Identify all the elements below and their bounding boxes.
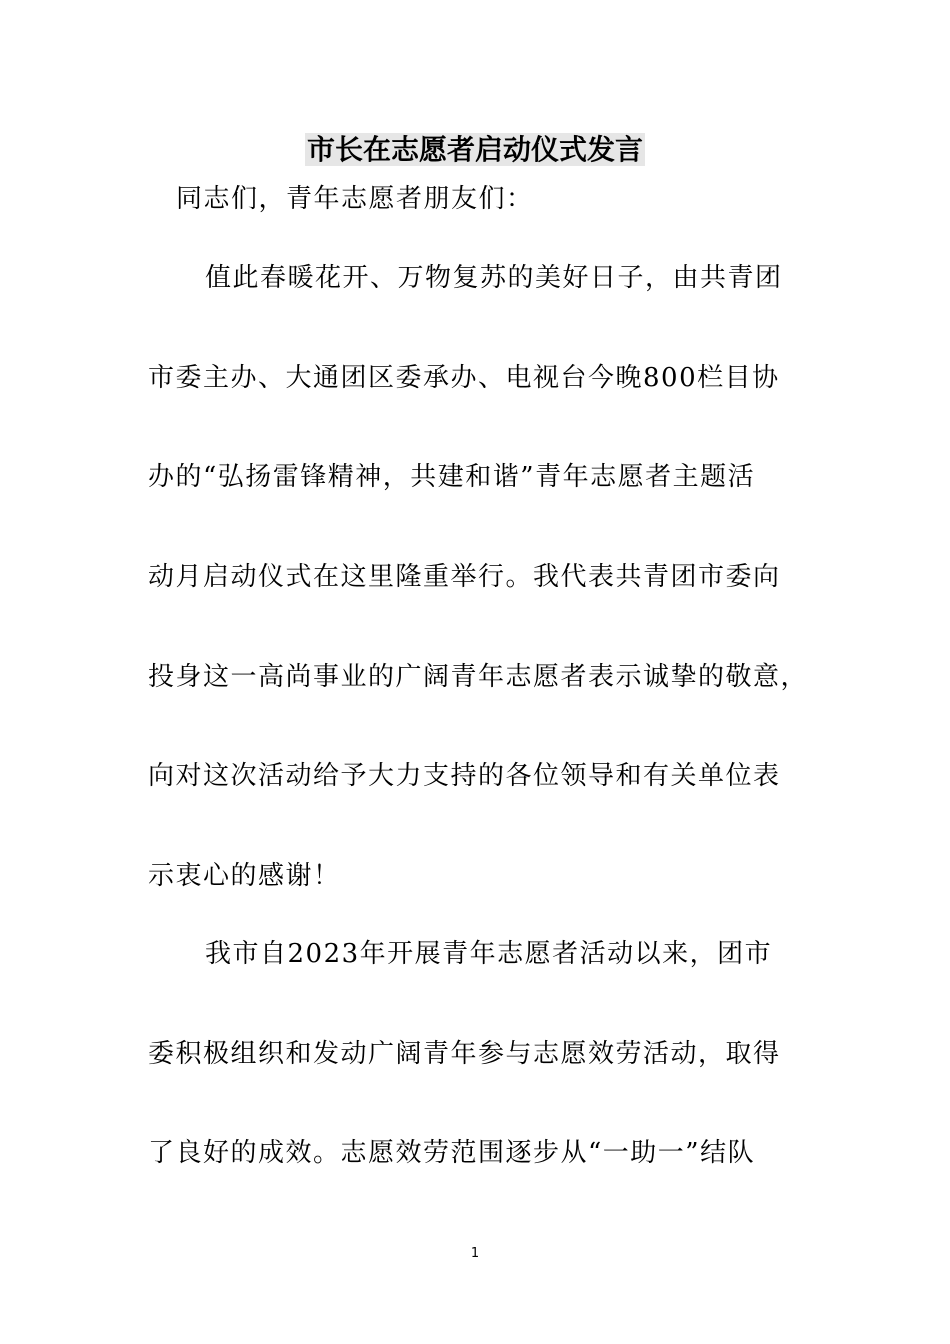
paragraph-line-8: 我市自2023年开展青年志愿者活动以来，团市 — [205, 939, 773, 969]
paragraph-line-4: 动月启动仪式在这里隆重举行。我代表共青团市委向 — [148, 562, 781, 592]
paragraph-line-9: 委积极组织和发动广阔青年参与志愿效劳活动，取得 — [148, 1039, 781, 1069]
greeting-line: 同志们，青年志愿者朋友们： — [176, 184, 534, 214]
paragraph-line-10: 了良好的成效。志愿效劳范围逐步从“一助一”结队 — [148, 1138, 756, 1168]
document-title — [0, 130, 950, 170]
paragraph-line-6: 向对这次活动给予大力支持的各位领导和有关单位表 — [148, 761, 781, 791]
paragraph-line-2: 市委主办、大通团区委承办、电视台今晚800栏目协 — [148, 363, 780, 393]
paragraph-line-5: 投身这一高尚事业的广阔青年志愿者表示诚挚的敬意， — [148, 662, 809, 692]
paragraph-line-3: 办的“弘扬雷锋精神，共建和谐”青年志愿者主题活 — [148, 462, 756, 492]
document-title-text: 市长在志愿者启动仪式发言 — [306, 133, 643, 166]
page-number: 1 — [470, 1246, 480, 1261]
paragraph-line-7: 示衷心的感谢！ — [148, 861, 341, 891]
paragraph-line-1: 值此春暖花开、万物复苏的美好日子，由共青团 — [205, 263, 783, 293]
